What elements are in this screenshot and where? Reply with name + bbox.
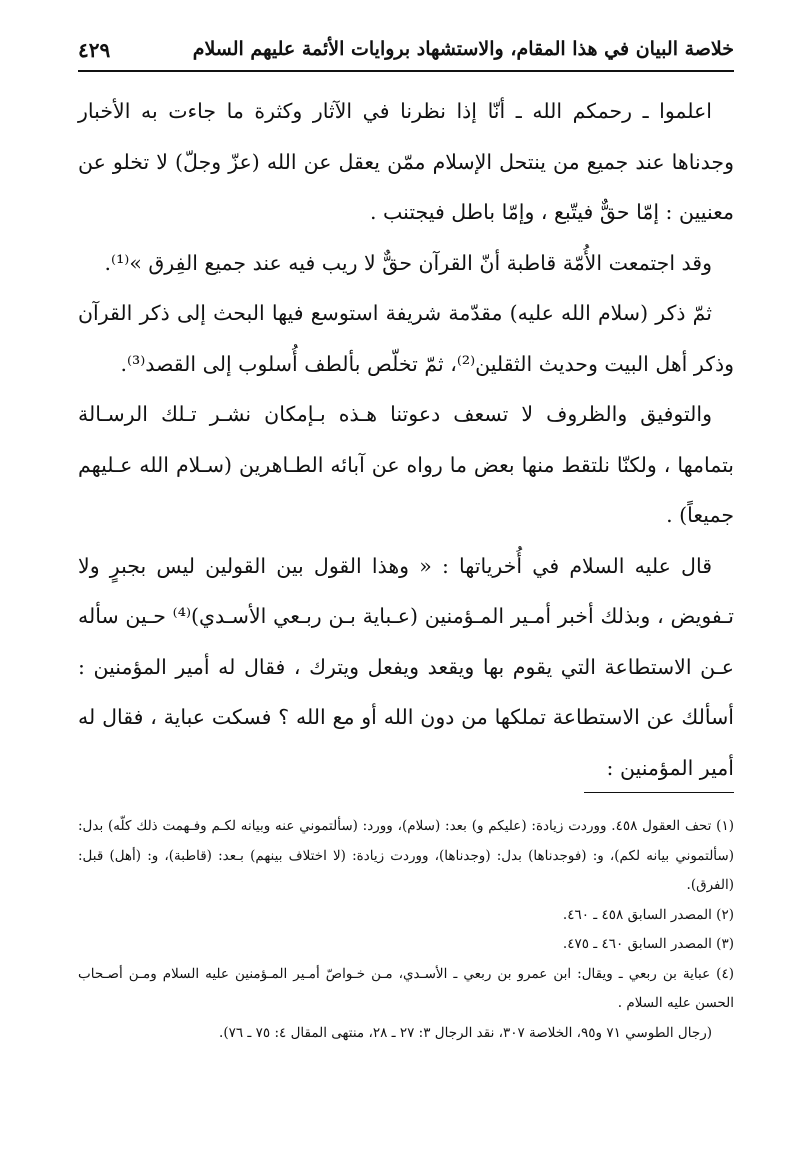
paragraph: وقد اجتمعت الأُمّة قاطبة أنّ القرآن حقٌّ لا ريب فيه عند جميع الفِرق »⁽¹⁾. — [104, 250, 712, 275]
paragraph: اعلموا ـ رحمكم الله ـ أنّا إذا نظرنا في الآثار وكثرة ما جاءت به الأخبار وجدناها عند جميع من ينتحل الإسلام ممّن يعقل عن الله (عزّ وجلّ) لا تخلو عن معنيين : إمّا حقٌّ فيتّبع ، وإمّا باطل فيجتنب . — [78, 99, 734, 224]
running-header — [78, 36, 734, 72]
header-divider — [78, 70, 734, 72]
footnote-divider — [584, 792, 734, 793]
paragraph: قال عليه السلام في أُخرياتها : « وهذا القول بين القولين ليس بجبرٍ ولا تـفويض ، وبذلك أخبر أمـير المـؤمنين (عـباية بـن ربـعي الأسـدي)⁽⁴⁾ حـين سأله عـن الاستطاعة التي يقوم بها ويقعد ويفعل ويترك ، فقال له أمير المؤمنين : أسألك عن الاستطاعة تملكها من دون الله أو مع الله ؟ فسكت عباية ، فقال له أمير المؤمنين : — [78, 553, 734, 780]
main-text — [78, 86, 734, 793]
footnotes — [78, 812, 734, 1048]
footnote-4-references: (رجال الطوسي ٧١ و٩٥، الخلاصة ٣٠٧، نقد الرجال ٣: ٢٧ ـ ٢٨، منتهى المقال ٤: ٧٥ ـ ٧٦). — [219, 1024, 712, 1041]
footnote-4: (٤) عباية بن ربعي ـ ويقال: ابن عمرو بن ربعي ـ الأسـدي، مـن خـواصّ أمـير المـؤمنين عليه السلام ومـن أصـحاب الحسن عليه السلام . — [78, 965, 734, 1011]
running-header-title: خلاصة البيان في هذا المقام، والاستشهاد بروايات الأئمة عليهم السلام — [192, 38, 734, 60]
footnote-1: (١) تحف العقول ٤٥٨. ووردت زيادة: (عليكم و) بعد: (سلام)، وورد: (سألتموني عنه وبيانه لكـم وفـهمت ذلك كلّه) بدل: (سألتموني بيانه لكم)، و: (فوجدناها) بدل: (وجدناها)، ووردت زيادة: (لا اختلاف بينهم) بـعد: (قاطبة)، و: (أهل) قبل: (الفرق). — [78, 818, 734, 893]
footnote-2: (٢) المصدر السابق ٤٥٨ ـ ٤٦٠. — [562, 906, 734, 923]
paragraph: والتوفيق والظروف لا تسعف دعوتنا هـذه بـإمكان نشـر تـلك الرسـالة بتمامها ، ولكنّا نلتقط منها بعض ما رواه عن آبائه الطـاهرين (سـلام الله عـليهم جميعاً) . — [78, 402, 734, 527]
footnote-3: (٣) المصدر السابق ٤٦٠ ـ ٤٧٥. — [562, 936, 734, 952]
paragraph: ثمّ ذكر (سلام الله عليه) مقدّمة شريفة استوسع فيها البحث إلى ذكر القرآن وذكر أهل البيت وحديث الثقلين⁽²⁾، ثمّ تخلّص بألطف أُسلوب إلى القصد⁽³⁾. — [78, 301, 734, 376]
page-number: ٤٢٩ — [78, 38, 111, 62]
